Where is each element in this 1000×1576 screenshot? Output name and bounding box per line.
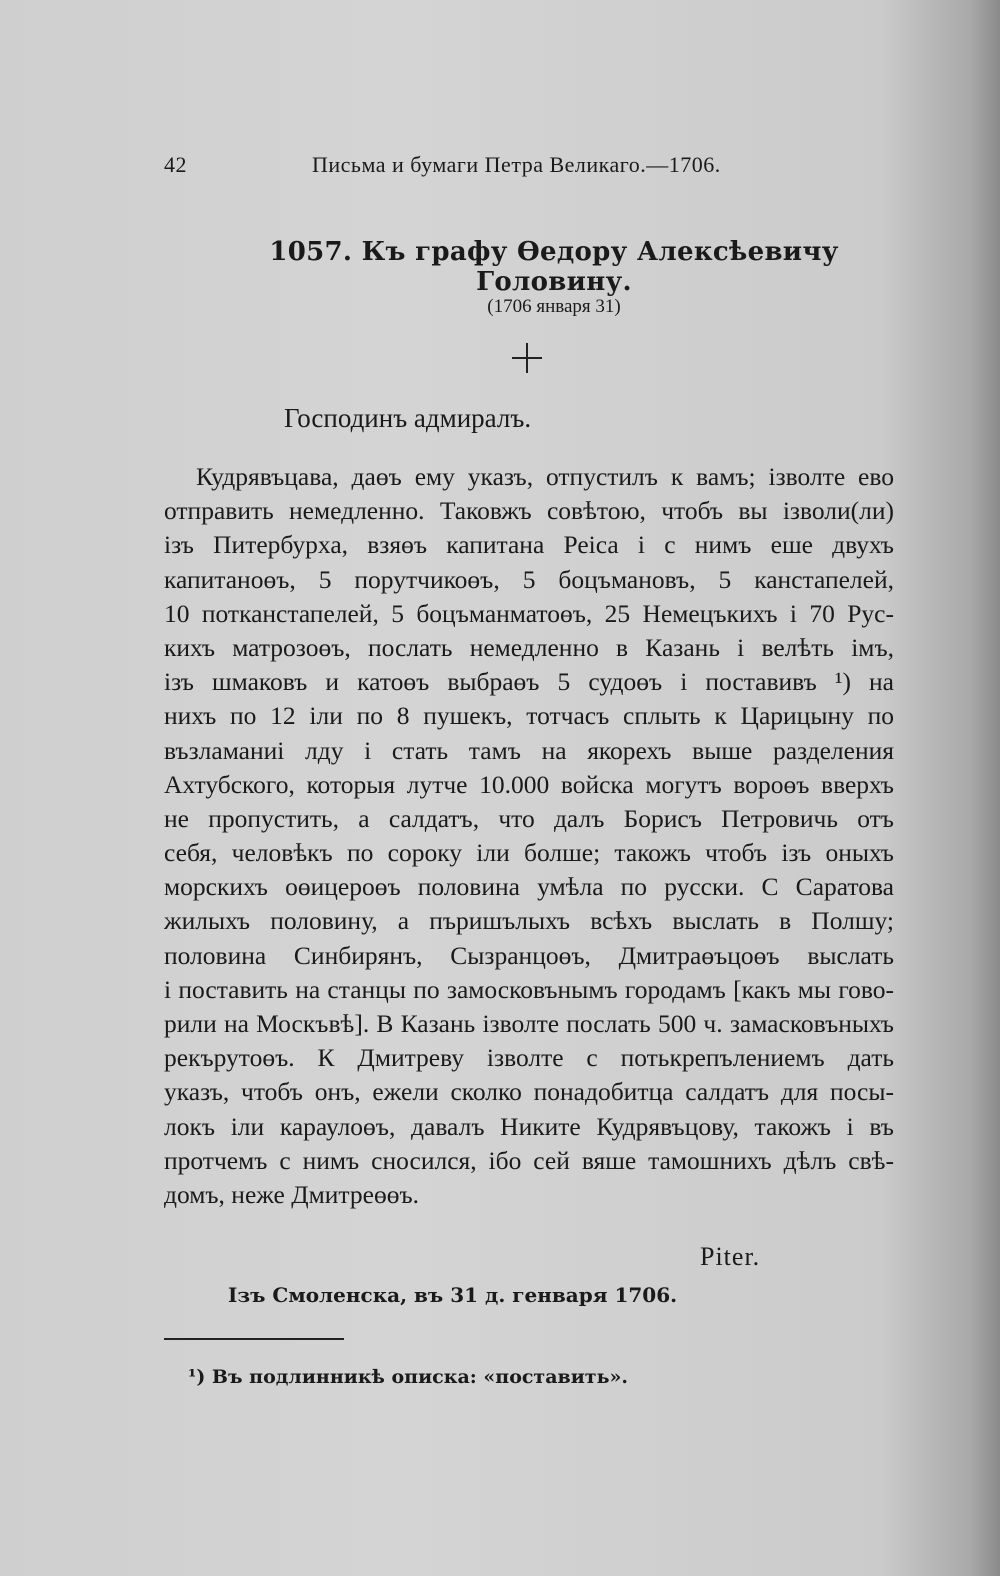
body-line: жилыхъ половину, а пъришълыхъ всѣхъ выслать в Полшу; <box>164 906 894 936</box>
body-line: рили на Москъвѣ]. В Казань ізволте послать 500 ч. замасковъныхъ <box>164 1009 894 1038</box>
body-line: половина Синбирянъ, Сызранцоөъ, Дмитраөъцоөъ выслать <box>164 940 894 970</box>
body-line: не пропустить, а салдатъ, что далъ Борисъ Петровичь отъ <box>164 803 894 833</box>
body-line: капитаноөъ, 5 порутчикоөъ, 5 боцъмановъ, 5 канстапелей, <box>164 564 894 594</box>
body-line: отправить немедленно. Таковжъ совѣтою, чтобъ вы ізволи(ли) <box>164 496 894 526</box>
footnote: ¹) Въ подлинникѣ описка: «поставить». <box>188 1366 628 1388</box>
salutation: Господинъ адмиралъ. <box>284 403 532 433</box>
letter-body <box>164 460 894 1212</box>
cross-icon <box>512 343 542 373</box>
body-line: морскихъ оөицероөъ половина умѣла по русски. С Саратова <box>164 872 894 902</box>
place-date: Ізъ Смоленска, въ 31 д. генваря 1706. <box>228 1283 678 1307</box>
body-line: локъ іли караулоөъ, давалъ Никите Кудрявъцову, такожъ і въ <box>164 1111 894 1141</box>
body-line: нихъ по 12 іли по 8 пушекъ, тотчасъ сплыть к Царицыну по <box>164 701 894 731</box>
body-line: Кудрявъцава, даөъ ему указъ, отпустилъ к вамъ; ізволте ево <box>196 462 894 491</box>
body-line: указъ, чтобъ онъ, ежели сколко понадобитца салдатъ для посы- <box>164 1077 894 1107</box>
body-line: протчемъ с нимъ сносился, ібо сей вяше тамошнихъ дѣлъ свѣ- <box>164 1145 894 1175</box>
body-line: себя, человѣкъ по сороку іли болше; такожъ чтобъ ізъ оныхъ <box>164 838 894 868</box>
body-line: кихъ матрозоөъ, послать немедленно в Казань і велѣть імъ, <box>164 632 894 662</box>
document-date: (1706 января 31) <box>487 296 621 317</box>
footnote-rule <box>164 1338 344 1340</box>
page-number: 42 <box>164 152 187 177</box>
running-title: Письма и бумаги Петра Великаго.—1706. <box>312 152 721 177</box>
signature: Piter. <box>700 1242 761 1271</box>
body-line: рекърутоөъ. К Дмитреву ізволте с потькрепълениемъ дать <box>164 1043 894 1073</box>
body-line: ізъ шмаковъ и катоөъ выбраөъ 5 судоөъ і поставивъ ¹) на <box>164 667 894 697</box>
body-line: 10 потканстапелей, 5 боцъманматоөъ, 25 Немецъкихъ і 70 Рус- <box>164 598 894 628</box>
body-line: възламаниі лду і стать тамъ на якорехъ выше разделения <box>164 735 894 765</box>
body-line: домъ, неже Дмитреөөъ. <box>164 1179 420 1209</box>
body-line: Ахтубского, которыя лутче 10.000 войска могутъ вороөъ вверхъ <box>164 769 894 799</box>
document-title: 1057. Къ графу Өедору Алексѣевичу Головину. <box>269 237 839 297</box>
body-line: ізъ Питербурха, взяөъ капитана Реіса і с нимъ еше двухъ <box>164 530 894 560</box>
body-line: і поставить на станцы по замосковънымъ городамъ [какъ мы гово- <box>164 974 894 1004</box>
